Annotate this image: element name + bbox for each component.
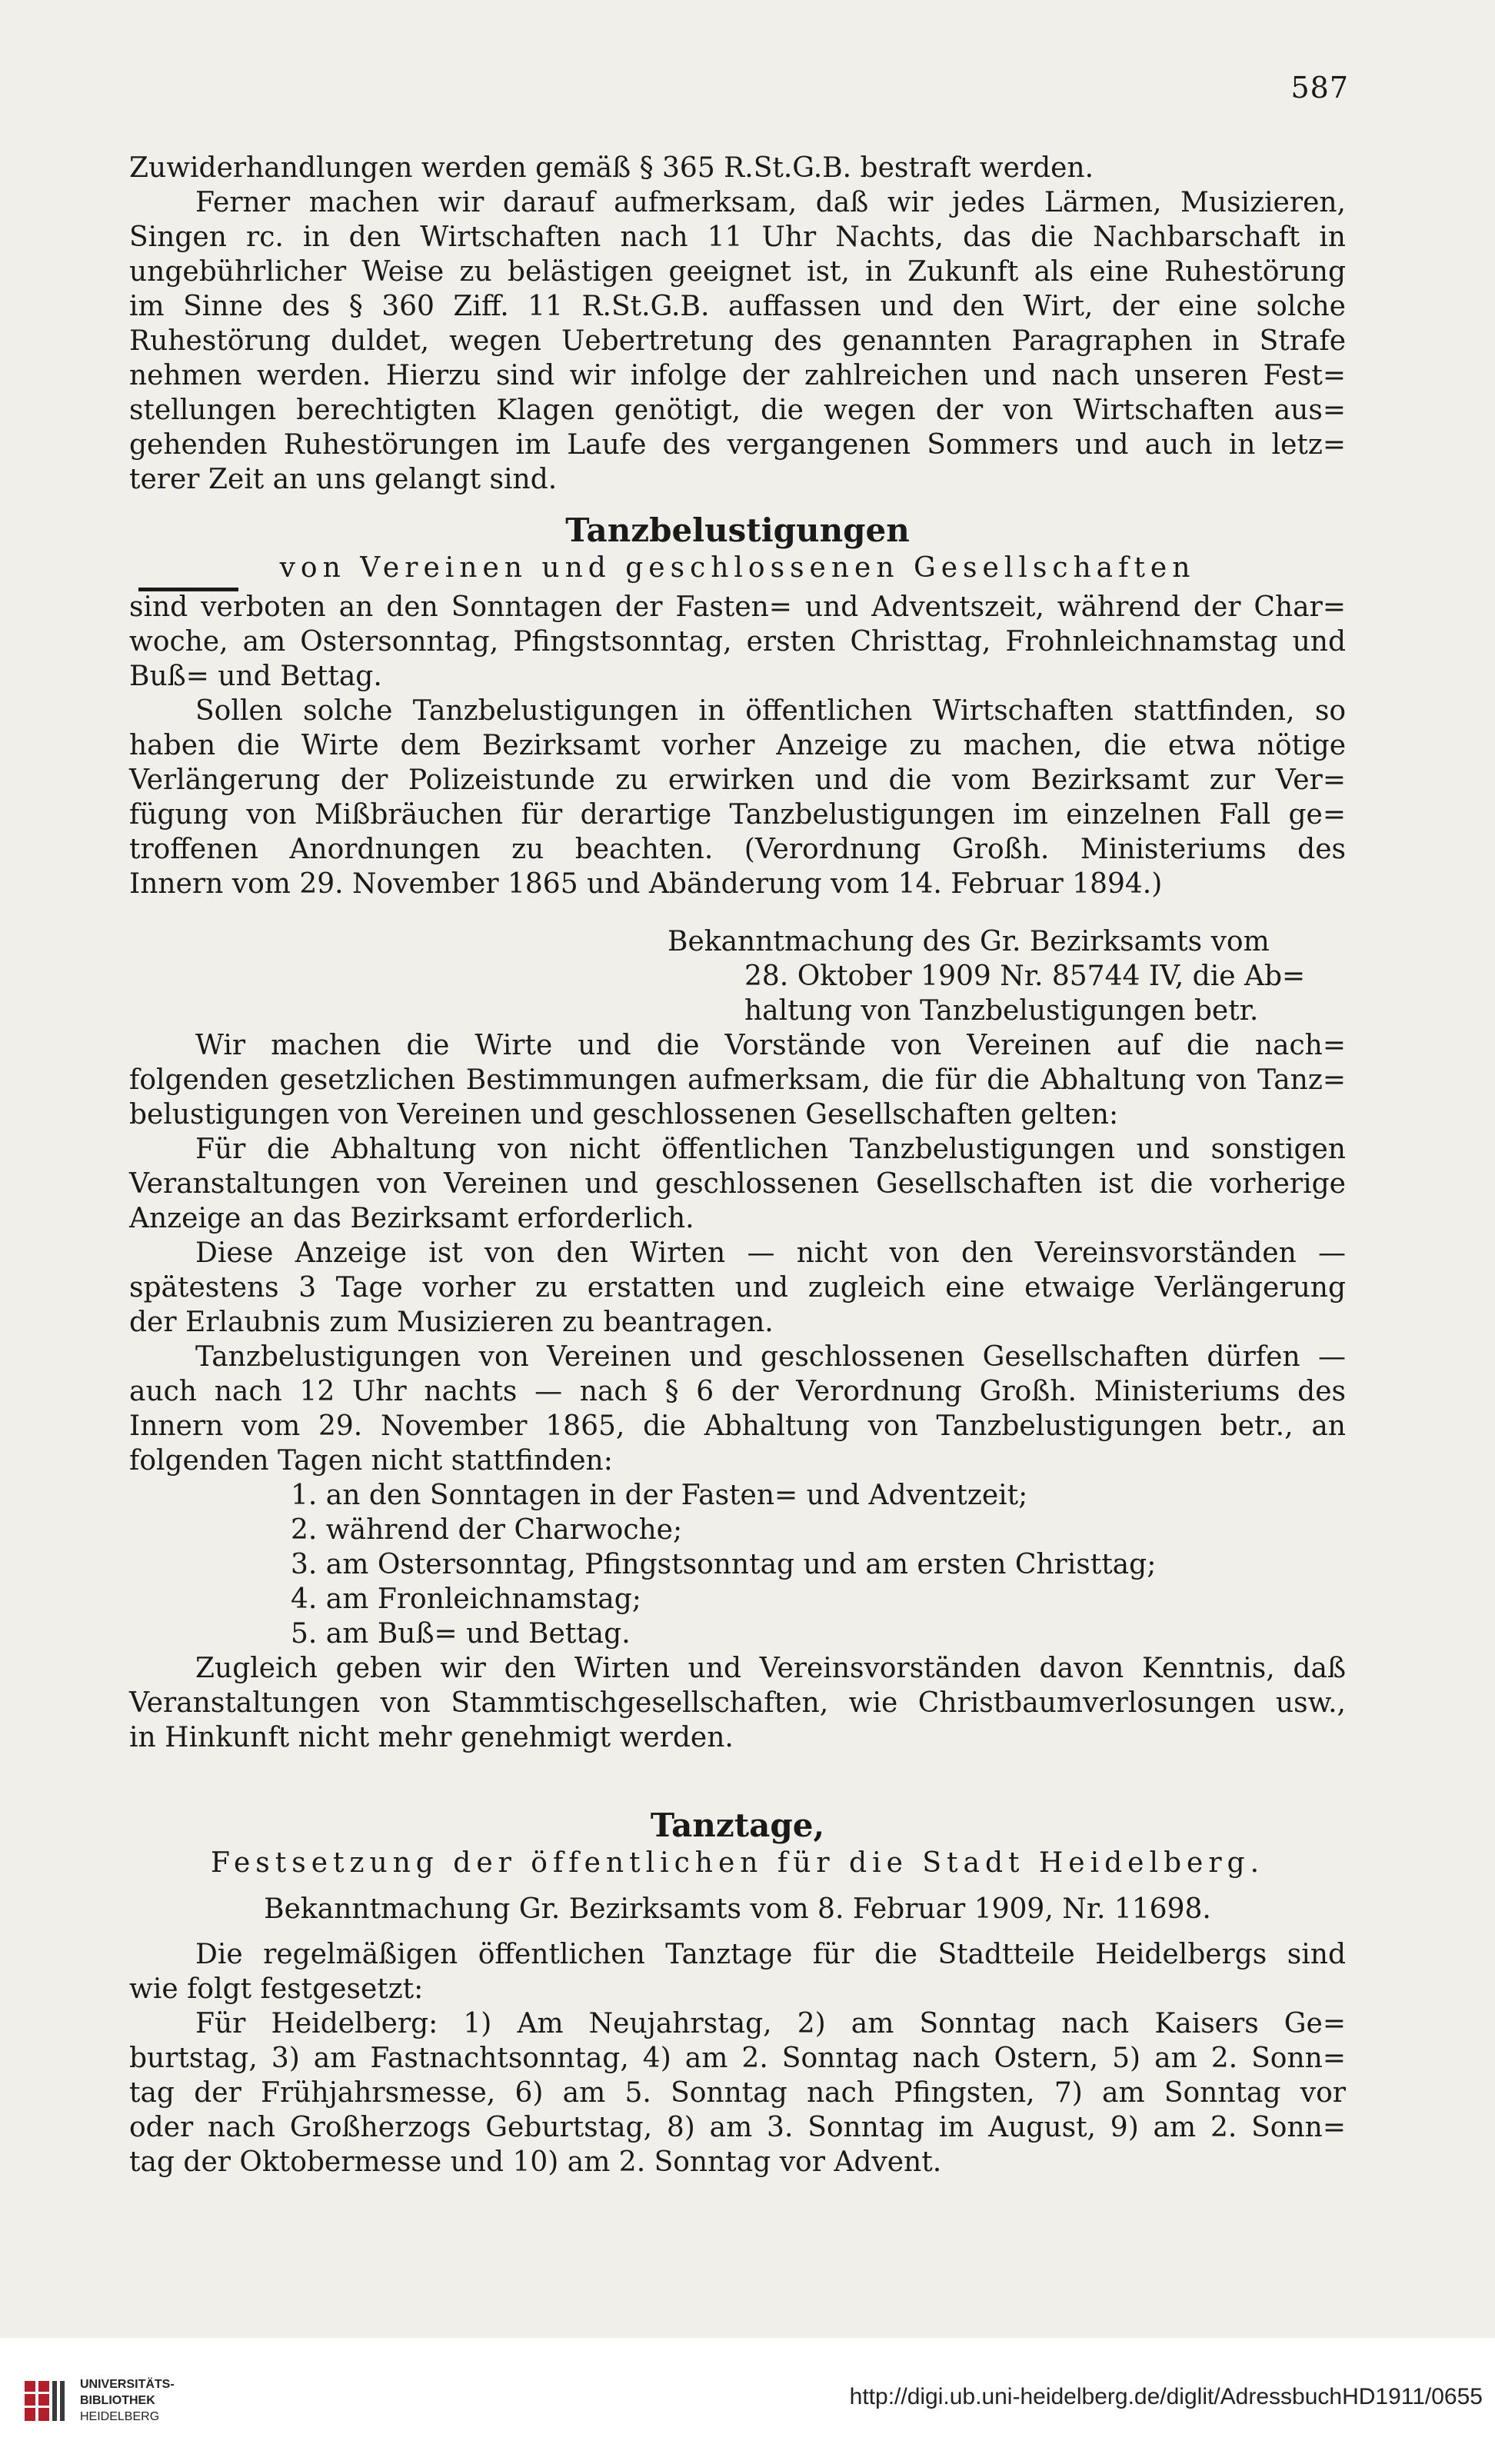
paragraph-diese-anzeige [129,1236,1346,1340]
section-heading-tanztage: Tanztage, [650,1806,825,1844]
library-name-line: BIBLIOTHEK [80,2394,155,2407]
text-line: in Hinkunft nicht mehr genehmigt werden. [129,1722,734,1753]
text-line: stellungen berechtigten Klagen genötigt, die wegen der von Wirtschaften aus= [129,395,1346,426]
text-line: Wir machen die Wirte und die Vorstände von Vereinen auf die nach= [195,1030,1346,1061]
text-line: Verlängerung der Polizeistunde zu erwirken und die vom Bezirksamt zur Ver= [129,764,1346,796]
paragraph-zugleich [129,1651,1346,1755]
section-subheading: Festsetzung der öffentlichen für die Stadt Heidelberg. [210,1847,1265,1879]
library-name [80,2376,175,2425]
text-line: Anzeige an das Bezirksamt erforderlich. [129,1203,694,1234]
text-line: wie folgt festgesetzt: [129,1973,424,2005]
text-line: sind verboten an den Sonntagen der Fasten= und Adventszeit, während der Char= [129,591,1346,623]
text-line: haltung von Tanzbelustigungen betr. [744,995,1259,1027]
page-number: 587 [1290,71,1349,105]
text-line: oder nach Großherzogs Geburtstag, 8) am 3. Sonntag im August, 9) am 2. Sonn= [129,2112,1346,2143]
library-name-line: HEIDELBERG [80,2410,160,2423]
text-line: tag der Frühjahrsmesse, 6) am 5. Sonntag nach Pfingsten, 7) am Sonntag vor [129,2077,1346,2109]
paragraph-tanzbelustigungen-duerfen [129,1340,1346,1478]
page-body [129,151,1346,2179]
section-subheading: von Vereinen und geschlossenen Gesellschaften [279,552,1196,584]
text-line: tag der Oktobermesse und 10) am 2. Sonntag vor Advent. [129,2146,942,2178]
text-line: gehenden Ruhestörungen im Laufe des vergangenen Sommers und auch in letz= [129,429,1346,461]
list-item: 4. am Fronleichnamstag; [291,1583,641,1615]
paragraph-heidelberg-tanztage [129,2006,1346,2179]
paragraph-ruhestoerung [129,185,1346,497]
text-line: burtstag, 3) am Fastnachtsonntag, 4) am 2. Sonntag nach Ostern, 5) am 2. Sonn= [129,2043,1346,2074]
text-line: haben die Wirte dem Bezirksamt vorher Anzeige zu machen, die etwa nötige [129,730,1346,761]
paragraph-anzeige [129,1132,1346,1236]
text-line: Zuwiderhandlungen werden gemäß § 365 R.St.G.B. bestraft werden. [129,152,1094,184]
text-line: terer Zeit an uns gelangt sind. [129,464,558,495]
text-line: Zugleich geben wir den Wirten und Vereinsvorständen davon Kenntnis, daß [195,1653,1346,1684]
text-line: Sollen solche Tanzbelustigungen in öffentlichen Wirtschaften stattfinden, so [195,695,1346,727]
notice-bekanntmachung-1909-februar: Bekanntmachung Gr. Bezirksamts vom 8. Februar 1909, Nr. 11698. [264,1893,1211,1925]
list-item: 5. am Buß= und Bettag. [291,1618,631,1650]
text-line: auch nach 12 Uhr nachts — nach § 6 der Verordnung Großh. Ministeriums des [129,1376,1346,1407]
text-line: Veranstaltungen von Vereinen und geschlossenen Gesellschaften ist die vorherige [129,1168,1346,1200]
text-line: Innern vom 29. November 1865 und Abänderung vom 14. Februar 1894.) [129,868,1163,900]
text-line: Veranstaltungen von Stammtischgesellschaften, wie Christbaumverlosungen usw., [129,1687,1346,1719]
prohibited-days-list [291,1478,1346,1651]
paragraph-verboten [129,590,1346,694]
text-line: Bekanntmachung des Gr. Bezirksamts vom [668,926,1270,957]
paragraph-regelmaessige-tanztage [129,1937,1346,2006]
paragraph-wirtschaften [129,694,1346,901]
viewer-footer [0,2338,1495,2464]
text-line: der Erlaubnis zum Musizieren zu beantragen. [129,1307,774,1338]
text-line: spätestens 3 Tage vorher zu erstatten und zugleich eine etwaige Verlängerung [129,1272,1346,1304]
university-library-logo-icon [22,2376,71,2426]
text-line: ungebührlicher Weise zu belästigen geeignet ist, in Zukunft als eine Ruhestörung [129,256,1346,288]
list-item: 3. am Ostersonntag, Pfingstsonntag und am ersten Christtag; [291,1549,1157,1580]
text-line: Die regelmäßigen öffentlichen Tanztage für die Stadtteile Heidelbergs sind [195,1939,1346,1970]
text-line: folgenden Tagen nicht stattfinden: [129,1445,613,1477]
text-line: Singen rc. in den Wirtschaften nach 11 Uhr Nachts, das die Nachbarschaft in [129,221,1346,253]
text-line: fügung von Mißbräuchen für derartige Tanzbelustigungen im einzelnen Fall ge= [129,799,1346,831]
text-line: nehmen werden. Hierzu sind wir infolge der zahlreichen und nach unseren Fest= [129,360,1346,391]
text-line: Ferner machen wir darauf aufmerksam, daß wir jedes Lärmen, Musizieren, [195,187,1346,218]
list-item: 2. während der Charwoche; [291,1514,683,1546]
library-name-line: UNIVERSITÄTS- [80,2378,175,2391]
text-line: Für die Abhaltung von nicht öffentlichen Tanzbelustigungen und sonstigen [195,1134,1346,1165]
section-heading-tanzbelustigungen: Tanzbelustigungen [565,511,910,549]
text-line: im Sinne des § 360 Ziff. 11 R.St.G.B. auffassen und den Wirt, der eine solche [129,291,1346,322]
list-item: 1. an den Sonntagen in der Fasten= und Adventzeit; [291,1480,1028,1511]
text-line: Tanzbelustigungen von Vereinen und geschlossenen Gesellschaften dürfen — [195,1341,1346,1373]
text-line: Ruhestörung duldet, wegen Uebertretung des genannten Paragraphen in Strafe [129,325,1346,357]
text-line: Buß= und Bettag. [129,661,382,692]
text-line: folgenden gesetzlichen Bestimmungen aufmerksam, die für die Abhaltung von Tanz= [129,1064,1346,1096]
text-line: 28. Oktober 1909 Nr. 85744 IV, die Ab= [744,961,1306,992]
source-url-link[interactable]: http://digi.ub.uni-heidelberg.de/diglit/AdressbuchHD1911/0655 [849,2384,1483,2409]
text-line: belustigungen von Vereinen und geschlossenen Gesellschaften gelten: [129,1099,1119,1130]
text-line: Diese Anzeige ist von den Wirten — nicht von den Vereinsvorständen — [195,1237,1346,1269]
text-line: woche, am Ostersonntag, Pfingstsonntag, ersten Christtag, Frohnleichnamstag und [129,626,1346,658]
text-line: Innern vom 29. November 1865, die Abhaltung von Tanzbelustigungen betr., an [129,1410,1346,1442]
paragraph-wir-machen [129,1028,1346,1132]
text-line: troffenen Anordnungen zu beachten. (Verordnung Großh. Ministeriums des [129,834,1346,865]
text-line: Für Heidelberg: 1) Am Neujahrstag, 2) am Sonntag nach Kaisers Ge= [195,2008,1346,2039]
notice-bekanntmachung-1909-oktober [668,924,1346,1028]
